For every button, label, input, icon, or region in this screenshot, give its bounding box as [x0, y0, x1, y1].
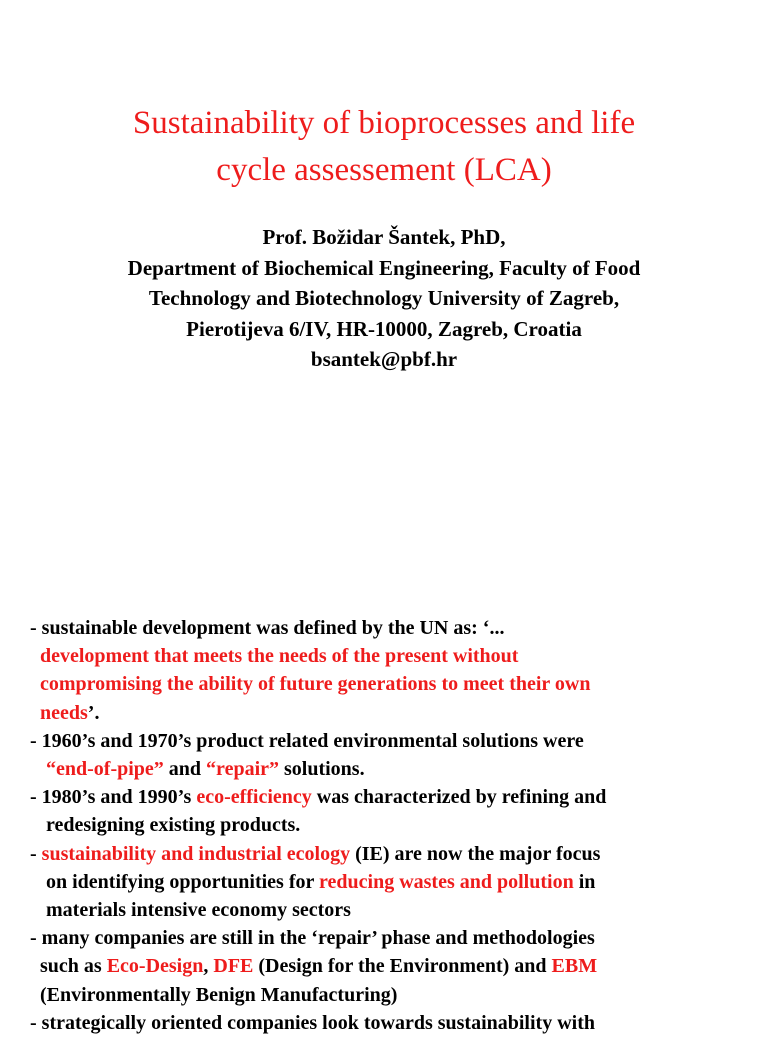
- bullet-list: [30, 614, 760, 1037]
- bullet-4-sustainability-ie: sustainability and industrial ecology: [41, 842, 351, 865]
- author-address: Pierotijeva 6/IV, HR-10000, Zagreb, Croatia: [186, 316, 582, 341]
- bullet-4-dash: -: [30, 842, 42, 865]
- title-line-1: Sustainability of bioprocesses and life: [132, 105, 636, 141]
- bullet-3-eco-efficiency: eco-efficiency: [196, 786, 312, 809]
- bullet-3-head: - 1980’s and 1990’s: [30, 786, 197, 809]
- bullet-5-dfe-desc: (Design for the Environment) and: [253, 955, 552, 978]
- bullet-4-tail: (IE) are now the major focus: [350, 842, 601, 865]
- author-block: [0, 222, 768, 375]
- bullet-2-repair: “repair”: [206, 758, 279, 781]
- bullet-2-and: and: [163, 758, 207, 781]
- bullet-2-end-of-pipe: “end-of-pipe”: [46, 758, 164, 781]
- bullet-4-line-2: [30, 868, 760, 896]
- bullet-5-such-as: such as: [40, 955, 107, 978]
- bullet-1-line-4: [30, 699, 760, 727]
- author-email: bsantek@pbf.hr: [310, 347, 458, 372]
- bullet-5-line-3: (Environmentally Benign Manufacturing): [40, 983, 398, 1006]
- bullet-1-line-3: compromising the ability of future generations to meet their own: [40, 673, 591, 696]
- bullet-1-quote-end: ’.: [87, 701, 100, 724]
- bullet-1-needs: needs: [40, 701, 88, 724]
- bullet-5-line-2: [30, 952, 760, 980]
- author-name: Prof. Božidar Šantek, PhD,: [262, 225, 506, 249]
- bullet-1-line-1: - sustainable development was defined by the UN as: ‘...: [30, 617, 505, 639]
- bullet-5-dfe: DFE: [213, 955, 254, 978]
- bullet-3-line-1: [30, 783, 760, 811]
- bullet-2-line-1: - 1960’s and 1970’s product related environmental solutions were: [30, 729, 584, 752]
- slide-title: [0, 100, 768, 194]
- bullet-4-l2-head: on identifying opportunities for: [46, 870, 319, 893]
- bullet-4-line-3: materials intensive economy sectors: [46, 899, 351, 922]
- author-affiliation-2: Technology and Biotechnology University of Zagreb,: [148, 286, 620, 311]
- bullet-3-tail: was characterized by refining and: [311, 786, 607, 809]
- bullet-5-ebm: EBM: [551, 955, 598, 978]
- bullet-5-comma: ,: [203, 955, 214, 978]
- bullet-4-reducing-wastes: reducing wastes and pollution: [319, 870, 574, 893]
- bullet-4-line-1: [30, 840, 760, 868]
- bullet-1-line-2: development that meets the needs of the present without: [40, 645, 519, 668]
- bullet-2-solutions: solutions.: [279, 758, 365, 781]
- bullet-6-line-1: - strategically oriented companies look towards sustainability with: [30, 1011, 595, 1034]
- author-affiliation-1: Department of Biochemical Engineering, Faculty of Food: [127, 255, 641, 280]
- bullet-4-l2-tail: in: [573, 870, 596, 893]
- bullet-5-eco-design: Eco-Design: [106, 955, 204, 978]
- bullet-5-line-1: - many companies are still in the ‘repair’ phase and methodologies: [30, 927, 595, 950]
- bullet-3-line-2: redesigning existing products.: [46, 814, 301, 837]
- title-line-2: cycle assessement (LCA): [216, 152, 552, 188]
- bullet-2-line-2: [30, 755, 760, 783]
